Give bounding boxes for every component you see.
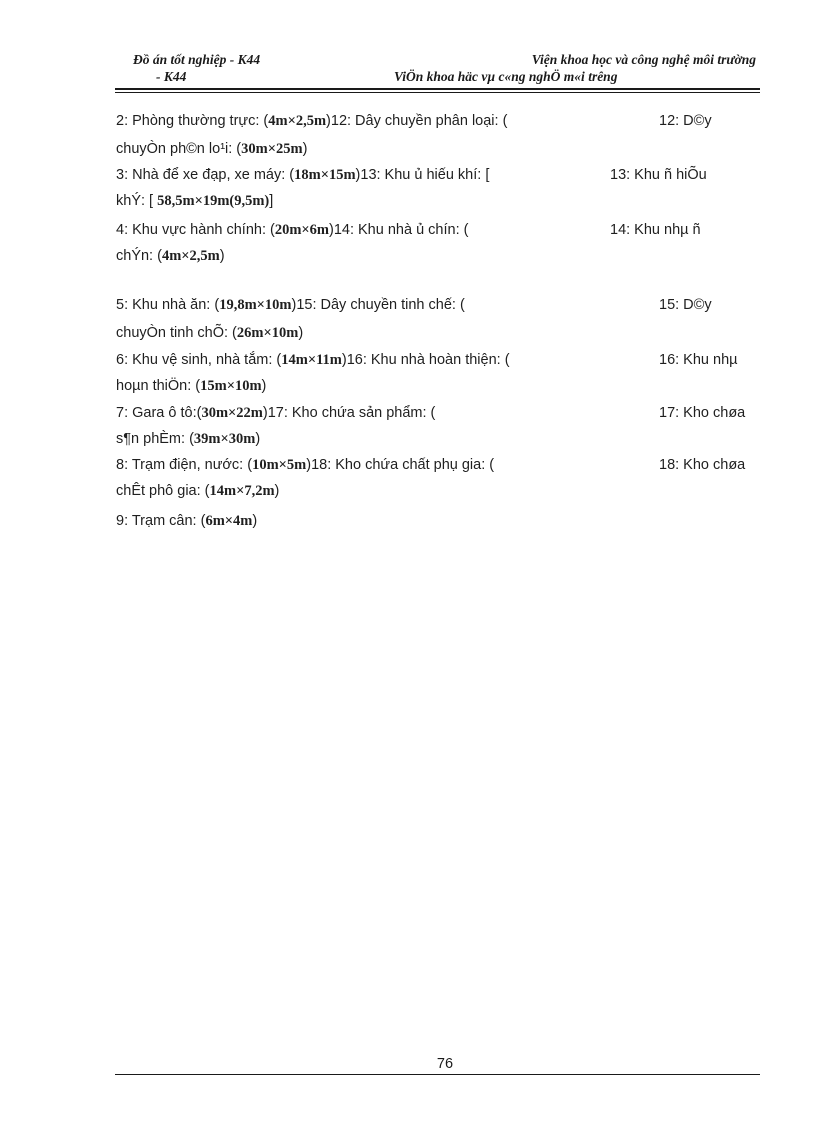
dimension: 14m×7,2m [209, 483, 275, 499]
list-item-right: 15: D©y [659, 297, 712, 313]
list-item: 9: Trạm cân: (6m×4m) [116, 513, 258, 529]
list-item-right: 17: Kho chøa [659, 405, 746, 421]
dimension: 18m×15m [294, 167, 356, 183]
list-item: 7: Gara ô tô:(30m×22m)17: Kho chứa sản phẩm: ( [116, 405, 436, 421]
list-item-continuation: chuyÒn tinh chÕ: (26m×10m) [116, 325, 304, 341]
dimension: 10m×5m [252, 457, 307, 473]
list-item-right: 16: Khu nhµ [659, 352, 738, 368]
list-item-continuation: chÝn: (4m×2,5m) [116, 248, 225, 264]
list-item-continuation: hoµn thiÖn: (15m×10m) [116, 378, 267, 394]
header-left-line2: - K44 [156, 69, 187, 84]
footer-rule [115, 1074, 760, 1075]
list-item: 5: Khu nhà ăn: (19,8m×10m)15: Dây chuyền tinh chế: ( [116, 297, 465, 313]
list-item-right: 12: D©y [659, 113, 712, 129]
dimension: 4m×2,5m [161, 248, 220, 264]
dimension: 30m×22m [201, 405, 263, 421]
list-item: 2: Phòng thường trực: (4m×2,5m)12: Dây chuyền phân loại: ( [116, 113, 508, 129]
dimension: 26m×10m [236, 325, 299, 341]
header-right-line2: ViÖn khoa häc vµ c«ng nghÖ m«i trêng [394, 69, 618, 84]
header-left-line1: Đồ án tốt nghiệp - K44 [133, 52, 261, 67]
list-item-continuation: khÝ: [ 58,5m×19m(9,5m)] [116, 193, 274, 209]
dimension: 15m×10m [200, 378, 262, 394]
list-item-right: 18: Kho chøa [659, 457, 746, 473]
dimension: 58,5m×19m(9,5m) [157, 193, 270, 209]
list-item-continuation: chuyÒn ph©n lo¹i: (30m×25m) [116, 141, 308, 157]
header-rule-thin [115, 92, 760, 93]
dimension: 4m×2,5m [268, 113, 327, 129]
list-item-right: 13: Khu ñ hiÕu [610, 167, 707, 183]
dimension: 6m×4m [205, 513, 253, 529]
dimension: 19,8m×10m [219, 297, 292, 313]
list-item-right: 14: Khu nhµ ñ [610, 222, 701, 238]
header-right-line1: Viện khoa học và công nghệ môi trường [531, 52, 756, 67]
header-rule-thick [115, 88, 760, 90]
list-item: 6: Khu vệ sinh, nhà tắm: (14m×11m)16: Khu nhà hoàn thiện: ( [116, 352, 510, 368]
list-item: 8: Trạm điện, nước: (10m×5m)18: Kho chứa chất phụ gia: ( [116, 457, 495, 473]
list-item: 3: Nhà để xe đạp, xe máy: (18m×15m)13: Khu ủ hiếu khí: [ [116, 167, 490, 183]
dimension: 14m×11m [281, 352, 342, 368]
dimension: 20m×6m [274, 222, 329, 238]
page-number: 76 [436, 1056, 454, 1072]
list-item: 4: Khu vực hành chính: (20m×6m)14: Khu nhà ủ chín: ( [116, 222, 469, 238]
list-item-continuation: s¶n phÈm: (39m×30m) [116, 431, 261, 447]
list-item-continuation: chÊt phô gia: (14m×7,2m) [116, 483, 280, 499]
dimension: 39m×30m [193, 431, 256, 447]
dimension: 30m×25m [241, 141, 303, 157]
